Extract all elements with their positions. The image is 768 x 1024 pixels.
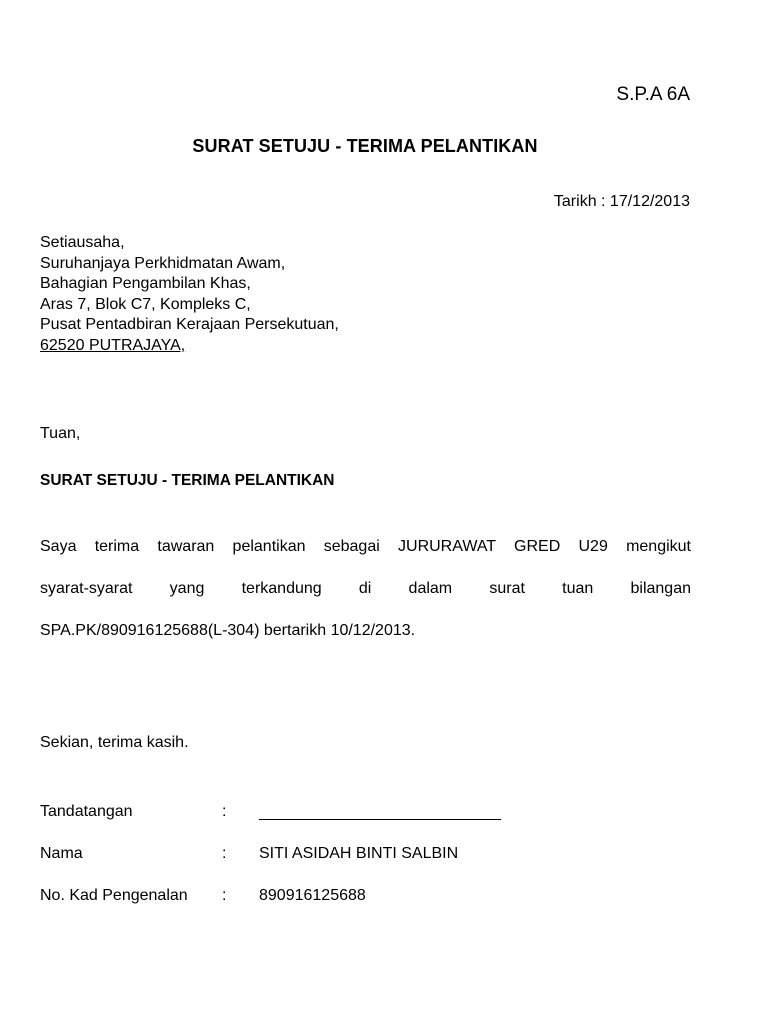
ic-number-colon: : [222, 887, 227, 904]
address-line: Suruhanjaya Perkhidmatan Awam, [40, 254, 286, 272]
name-label: Nama [40, 845, 83, 862]
body-paragraph-line: SPA.PK/890916125688(L-304) bertarikh 10/12/2013. [40, 622, 416, 639]
ic-number-label: No. Kad Pengenalan [40, 887, 188, 904]
address-line: Aras 7, Blok C7, Kompleks C, [40, 295, 251, 313]
signature-label: Tandatangan [40, 803, 133, 820]
address-line: Bahagian Pengambilan Khas, [40, 275, 251, 293]
body-paragraph-line: syarat-syarat yang terkandung di dalam surat tuan bilangan [40, 580, 691, 597]
date-line: Tarikh : 17/12/2013 [553, 193, 690, 210]
salutation: Tuan, [40, 425, 81, 442]
signature-colon: : [222, 803, 227, 820]
document-title: SURAT SETUJU - TERIMA PELANTIKAN [192, 136, 538, 156]
address-line: Setiausaha, [40, 234, 125, 251]
name-colon: : [222, 845, 227, 862]
subject-heading: SURAT SETUJU - TERIMA PELANTIKAN [40, 472, 335, 489]
body-paragraph-line: Saya terima tawaran pelantikan sebagai JURURAWAT GRED U29 mengikut [40, 538, 691, 555]
signature-line [259, 819, 501, 820]
ic-number-value: 890916125688 [259, 887, 366, 904]
address-line: Pusat Pentadbiran Kerajaan Persekutuan, [40, 316, 339, 334]
recipient-address [40, 233, 339, 357]
closing-remark: Sekian, terima kasih. [40, 734, 189, 751]
name-value: SITI ASIDAH BINTI SALBIN [259, 845, 459, 862]
address-postcode-line: 62520 PUTRAJAYA, [40, 336, 186, 354]
form-code: S.P.A 6A [616, 84, 690, 105]
